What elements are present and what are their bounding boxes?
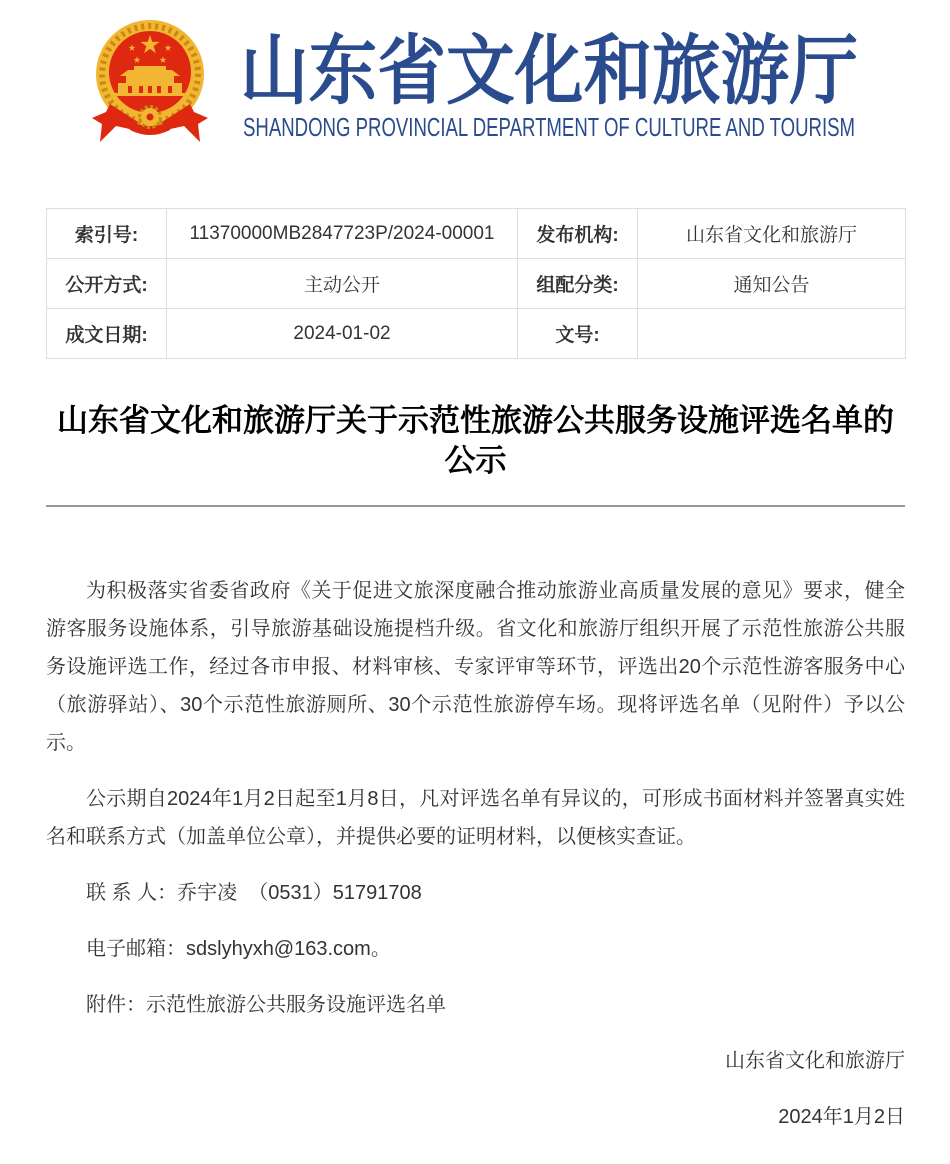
- disclosure-method-label: 公开方式:: [47, 259, 167, 309]
- national-emblem-icon: [90, 18, 210, 143]
- site-title-chinese-text: 山东省文化和旅游厅: [240, 29, 858, 112]
- date-written-label: 成文日期:: [47, 309, 167, 359]
- document-number-value: [638, 309, 906, 359]
- article-title: 山东省文化和旅游厅关于示范性旅游公共服务设施评选名单的公示: [57, 403, 894, 478]
- gear-icon: [140, 107, 160, 127]
- site-title-english: [241, 110, 857, 142]
- metadata-row: [47, 209, 906, 259]
- body-paragraph: 为积极落实省委省政府《关于促进文旅深度融合推动旅游业高质量发展的意见》要求，健全游客服务设施体系，引导旅游基础设施提档升级。省文化和旅游厅组织开展了示范性旅游公共服务设施评选工作，经过各市申报、材料审核、专家评审等环节，评选出20个示范性游客服务中心（旅游驿站）、30个示范性旅游厕所、30个示范性旅游停车场。现将评选名单（见附件）予以公示。: [46, 580, 905, 754]
- index-number-value: 11370000MB2847723P/2024-00001: [167, 209, 518, 259]
- signature-date: 2024年1月2日: [778, 1106, 905, 1128]
- metadata-row: [47, 259, 906, 309]
- body-paragraph: 公示期自2024年1月2日起至1月8日，凡对评选名单有异议的，可形成书面材料并签署真实姓名和联系方式（加盖单位公章），并提供必要的证明材料，以便核实查证。: [46, 788, 905, 848]
- disclosure-method-value: 主动公开: [167, 259, 518, 309]
- category-value: 通知公告: [638, 259, 906, 309]
- date-written-value: 2024-01-02: [167, 309, 518, 359]
- document-metadata-table: [46, 208, 906, 359]
- site-title-chinese: [238, 22, 863, 112]
- document-number-label: 文号:: [518, 309, 638, 359]
- site-header-banner[interactable]: [0, 0, 950, 208]
- publisher-label: 发布机构:: [518, 209, 638, 259]
- category-label: 组配分类:: [518, 259, 638, 309]
- attachment-line: 附件：示范性旅游公共服务设施评选名单: [86, 994, 446, 1016]
- metadata-row: [47, 309, 906, 359]
- article-body: [46, 572, 905, 1136]
- index-number-label: 索引号:: [47, 209, 167, 259]
- site-title-english-text: SHANDONG PROVINCIAL DEPARTMENT OF CULTURE AND TOURISM: [243, 112, 855, 142]
- signature-org: 山东省文化和旅游厅: [725, 1050, 905, 1072]
- publisher-value: 山东省文化和旅游厅: [638, 209, 906, 259]
- email-line: 电子邮箱：sdslyhyxh@163.com。: [86, 938, 391, 960]
- title-divider: [46, 505, 905, 507]
- document-content: [46, 208, 905, 1136]
- contact-line: 联 系 人：乔宇凌 （0531）51791708: [86, 882, 422, 904]
